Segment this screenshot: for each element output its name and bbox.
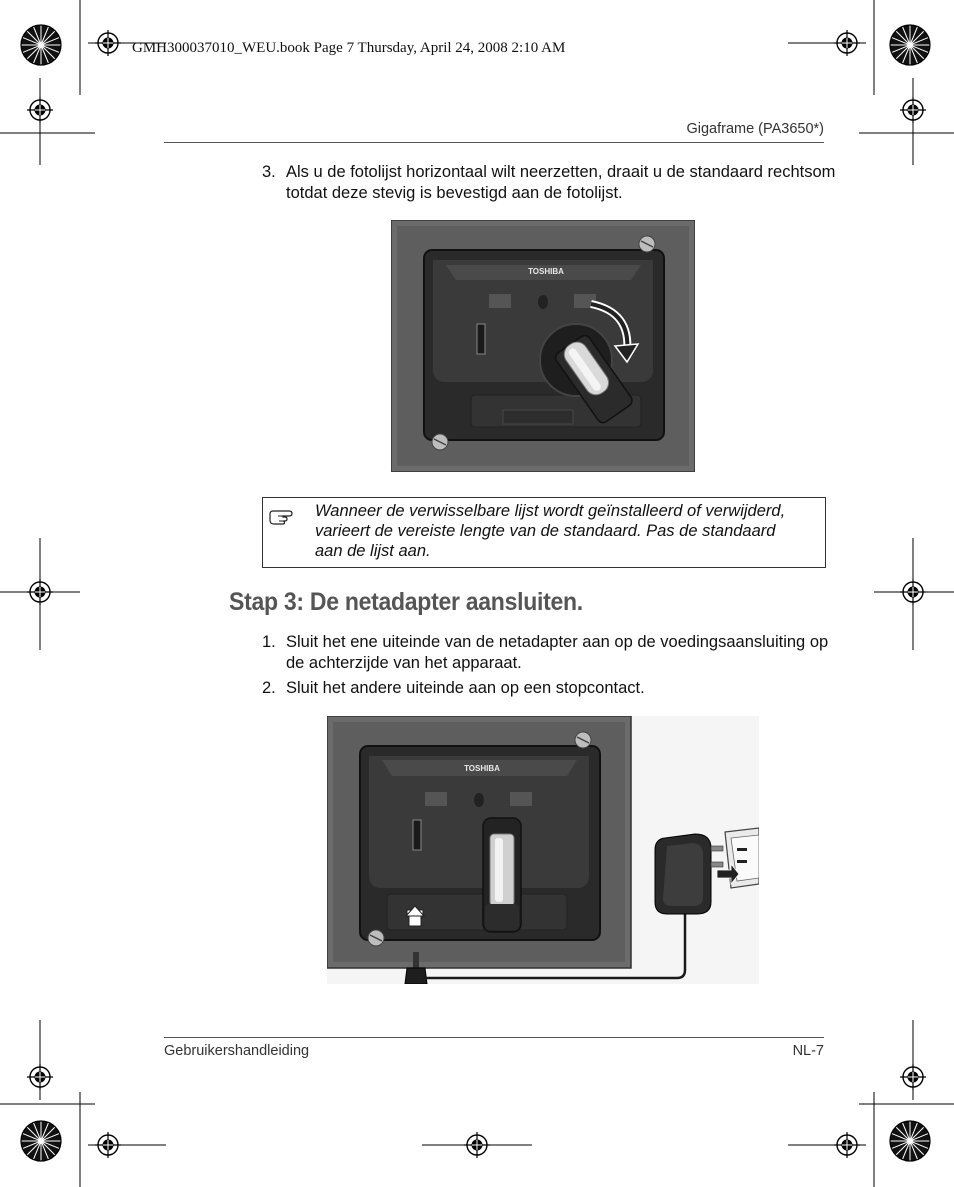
step-number: 2.	[262, 679, 276, 697]
footer-page-number: NL-7	[792, 1043, 824, 1059]
footer-rule	[164, 1037, 824, 1038]
brand-label: TOSHIBA	[464, 764, 500, 773]
pointing-hand-icon	[268, 506, 300, 528]
figure-connect-adapter	[327, 716, 759, 984]
section-title: Stap 3: De netadapter aansluiten.	[229, 588, 583, 616]
footer-manual-title: Gebruikershandleiding	[164, 1043, 310, 1059]
print-slug: GMH300037010_WEU.book Page 7 Thursday, April 24, 2008 2:10 AM	[132, 40, 566, 56]
step-item	[262, 632, 846, 676]
adapter-connection-illustration	[327, 716, 759, 984]
note-text: Wanneer de verwisselbare lijst wordt geïnstalleerd of verwijderd, varieert de vereiste lengte van de standaard. Pas de standaard aan de lijst aan.	[315, 502, 786, 560]
frame-back-illustration	[391, 220, 695, 472]
step-text: Als u de fotolijst horizontaal wilt neerzetten, draait u de standaard rechtsom totdat deze stevig is bevestigd aan de fotolijst.	[286, 163, 836, 202]
step-number: 1.	[262, 633, 276, 651]
step-item	[262, 162, 846, 206]
header-rule	[164, 142, 824, 143]
step-text: Sluit het ene uiteinde van de netadapter aan op de voedingsaansluiting op de achterzijde van het apparaat.	[286, 633, 829, 672]
figure-rotate-stand	[391, 220, 695, 472]
section-heading	[229, 588, 614, 617]
brand-label: TOSHIBA	[528, 267, 564, 276]
step-number: 3.	[262, 163, 276, 181]
running-header-product: Gigaframe (PA3650*)	[686, 121, 824, 137]
step-text: Sluit het andere uiteinde aan op een stopcontact.	[286, 679, 645, 697]
step-item	[262, 678, 846, 700]
note-box	[262, 497, 826, 568]
